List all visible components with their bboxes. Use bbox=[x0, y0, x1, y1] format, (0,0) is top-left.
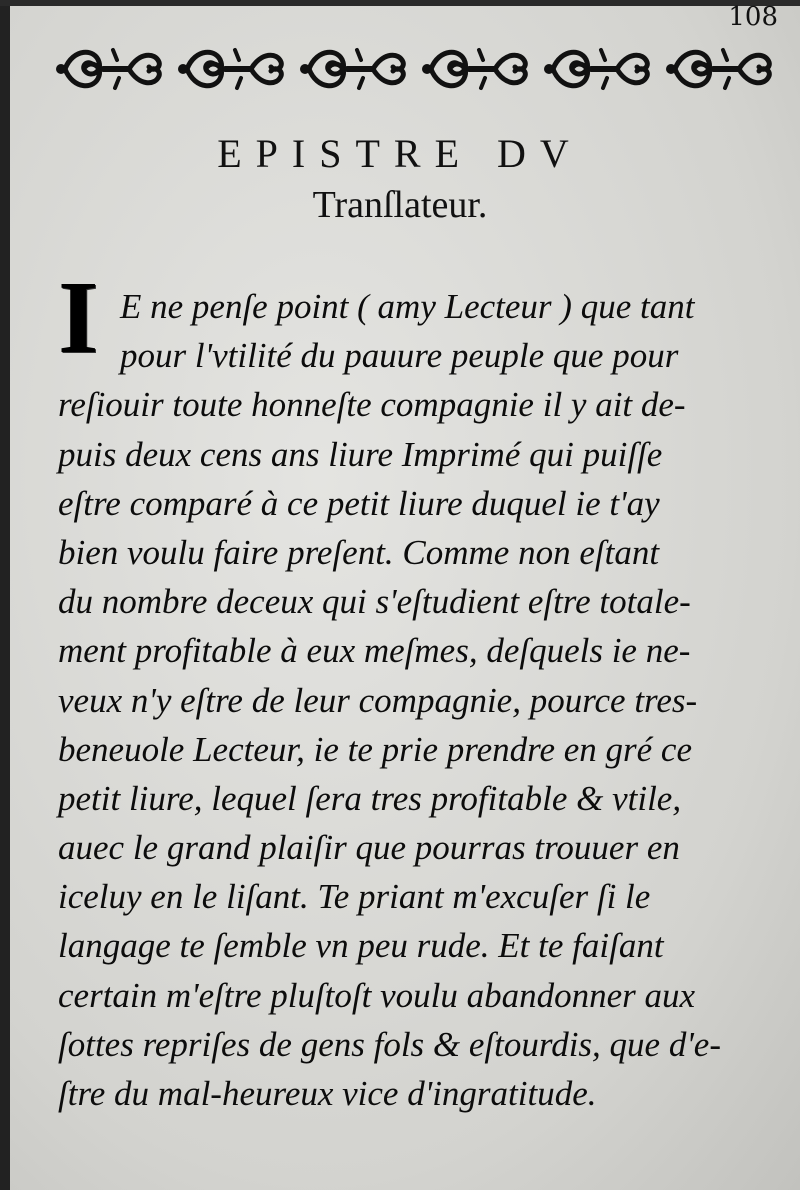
text-line: auec le grand plaiſir que pourras trouuer en bbox=[58, 828, 680, 868]
text-line: ſottes repriſes de gens fols & eſtourdis, que d'e- bbox=[58, 1024, 722, 1064]
epistle-title: EPISTRE DV bbox=[217, 131, 583, 176]
text-line: eſtre comparé à ce petit liure duquel ie t'ay bbox=[58, 483, 660, 523]
page-top-shadow bbox=[0, 0, 800, 6]
epistle-body bbox=[58, 282, 788, 1118]
text-line: certain m'eſtre pluſtoſt voulu abandonner aux bbox=[58, 975, 696, 1015]
text-line: reſiouir toute honneſte compagnie il y ait de- bbox=[58, 385, 686, 425]
text-line: petit liure, lequel ſera tres profitable & vtile, bbox=[58, 778, 682, 818]
text-line: puis deux cens ans liure Imprimé qui puiſſe bbox=[58, 434, 663, 474]
text-line: langage te ſemble vn peu rude. Et te faiſant bbox=[58, 926, 664, 966]
drop-cap-initial: I bbox=[58, 260, 99, 375]
page-binding-shadow bbox=[0, 0, 10, 1190]
text-line: bien voulu faire preſent. Comme non eſtant bbox=[58, 532, 660, 572]
text-line: ſtre du mal-heureux vice d'ingratitude. bbox=[58, 1074, 597, 1113]
text-line: iceluy en le liſant. Te priant m'excuſer ſi le bbox=[58, 877, 651, 917]
text-line: pour l'vtilité du pauure peuple que pour bbox=[120, 336, 679, 376]
fleuron-ornament-row bbox=[55, 38, 780, 100]
text-line: du nombre deceux qui s'eſtudient eſtre totale- bbox=[58, 582, 691, 622]
text-line: E ne penſe point ( amy Lecteur ) que tant bbox=[120, 287, 695, 326]
page-number: 108 bbox=[728, 2, 778, 32]
epistle-subtitle: Tranſlateur. bbox=[312, 184, 488, 226]
text-line: ment profitable à eux meſmes, deſquels ie ne- bbox=[58, 631, 691, 671]
text-line: beneuole Lecteur, ie te prie prendre en gré ce bbox=[58, 729, 692, 769]
text-line: veux n'y eſtre de leur compagnie, pource tres- bbox=[58, 680, 698, 720]
